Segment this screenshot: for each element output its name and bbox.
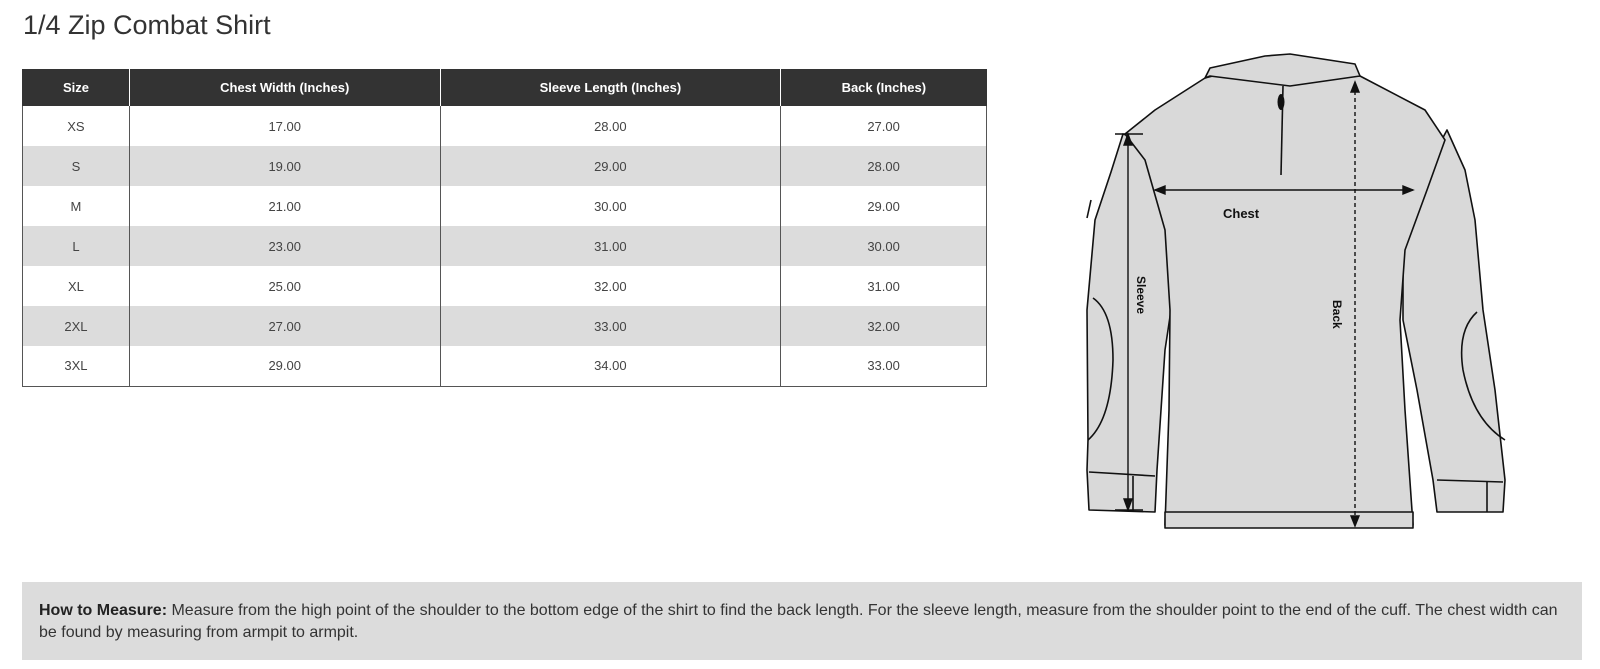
cell-chest-width: 27.00	[129, 306, 440, 346]
cell-back: 31.00	[781, 266, 987, 306]
zipper-pull-icon	[1278, 94, 1285, 110]
header-sleeve-length: Sleeve Length (Inches)	[440, 69, 781, 106]
table-row	[23, 266, 987, 306]
cell-size: L	[23, 226, 130, 266]
sleeve-pocket-zip	[1087, 200, 1091, 218]
cell-sleeve-length: 31.00	[440, 226, 781, 266]
cell-chest-width: 23.00	[129, 226, 440, 266]
chest-label: Chest	[1223, 206, 1260, 221]
table-row	[23, 346, 987, 386]
cell-sleeve-length: 33.00	[440, 306, 781, 346]
table-row	[23, 306, 987, 346]
header-back: Back (Inches)	[781, 69, 987, 106]
how-to-measure-box	[22, 582, 1582, 660]
how-to-measure-label: How to Measure:	[39, 602, 168, 619]
page-title: 1/4 Zip Combat Shirt	[23, 10, 271, 40]
table-row	[23, 106, 987, 146]
cell-back: 30.00	[781, 226, 987, 266]
shirt-body-shape	[1125, 56, 1445, 525]
cell-size: S	[23, 146, 130, 186]
table-row	[23, 146, 987, 186]
cell-back: 32.00	[781, 306, 987, 346]
shirt-illustration	[1085, 50, 1530, 545]
header-chest-width: Chest Width (Inches)	[129, 69, 440, 106]
table-row	[23, 186, 987, 226]
cell-back: 27.00	[781, 106, 987, 146]
size-chart-table	[22, 69, 987, 387]
cell-back: 33.00	[781, 346, 987, 386]
cell-size: XS	[23, 106, 130, 146]
sleeve-label: Sleeve	[1134, 276, 1148, 315]
cell-size: 3XL	[23, 346, 130, 386]
cell-chest-width: 17.00	[129, 106, 440, 146]
header-size: Size	[23, 69, 130, 106]
cell-chest-width: 19.00	[129, 146, 440, 186]
cell-chest-width: 21.00	[129, 186, 440, 226]
cell-sleeve-length: 30.00	[440, 186, 781, 226]
cell-size: 2XL	[23, 306, 130, 346]
cell-sleeve-length: 34.00	[440, 346, 781, 386]
table-header-row	[23, 69, 987, 106]
cell-size: XL	[23, 266, 130, 306]
cell-sleeve-length: 28.00	[440, 106, 781, 146]
cell-back: 29.00	[781, 186, 987, 226]
table-row	[23, 226, 987, 266]
how-to-measure-text: Measure from the high point of the shoulder to the bottom edge of the shirt to find the back length. For the sleeve length, measure from the shoulder point to the end of the cuff. The chest width can be found by measuring from armpit to armpit.	[39, 602, 1558, 641]
cell-size: M	[23, 186, 130, 226]
table-body	[23, 106, 987, 386]
cell-sleeve-length: 32.00	[440, 266, 781, 306]
waistband-shape	[1165, 512, 1413, 528]
cell-back: 28.00	[781, 146, 987, 186]
cell-sleeve-length: 29.00	[440, 146, 781, 186]
cell-chest-width: 29.00	[129, 346, 440, 386]
cell-chest-width: 25.00	[129, 266, 440, 306]
back-label: Back	[1330, 300, 1344, 329]
shirt-diagram	[1085, 50, 1530, 545]
